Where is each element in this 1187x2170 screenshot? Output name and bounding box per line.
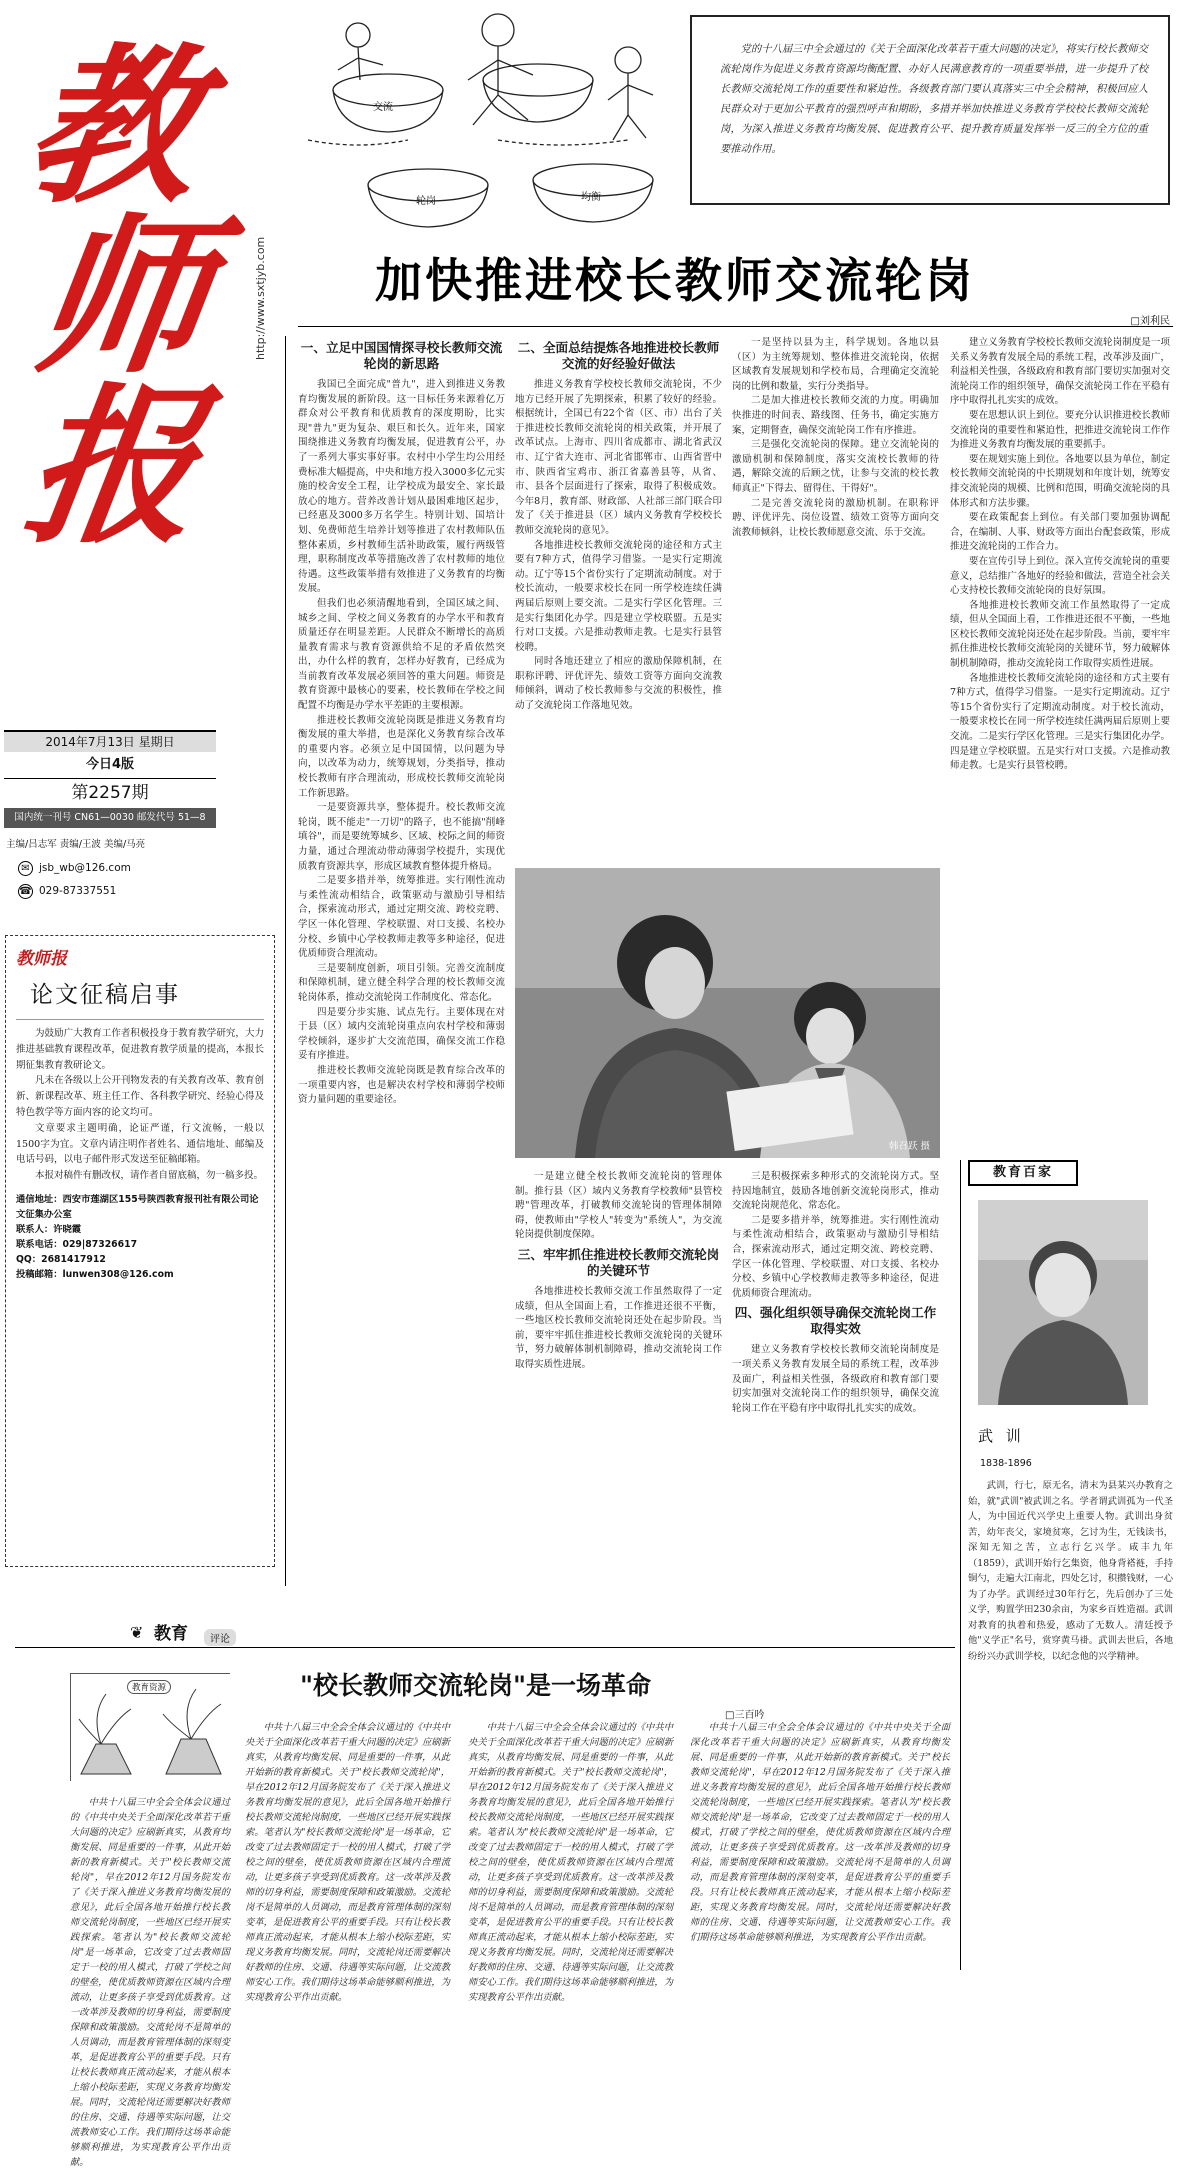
article-paragraph: 但我们也必须清醒地看到，全国区域之间、城乡之间、学校之间义务教育的办学水平和教育质量还存在明显差距。人民群众不断增长的高质量教育需求与教育资源供给不足的矛盾依然突出，办什么样的教育，怎样办好教育，已经成为当前教育改革发展必须回答的重大问题。师资是教育资源中最核心的要素，校长教师在学校之间配置不均衡是办学水平差距的主要根源。: [298, 597, 505, 712]
portrait-photo: [978, 1200, 1148, 1405]
opinion-paragraph: 中共十八届三中全会全体会议通过的《中共中央关于全面深化改革若干重大问题的决定》应刷新真实，从教育均衡发展、同是重要的一件事，从此开始新的教育新模式。关于"校长教师交流轮岗"，早在2012年12月国务院发布了《关于深入推进义务教育均衡发展的意见》，此后全国各地开始推行校长教师交流轮岗制度，一些地区已经开展实践探索。笔者认为"校长教师交流轮岗"是一场革命，它改变了过去教师固定于一校的用人模式，打破了学校之间的壁垒，使优质教师资源在区域内合理流动，让更多孩子享受到优质教育。这一改革涉及教师的切身利益，需要制度保障和政策激励。交流轮岗不是简单的人员调动，而是教育管理体制的深刻变革，是促进教育公平的重要手段。只有让校长教师真正流动起来，才能从根本上缩小校际差距，实现义务教育均衡发展。同时，交流轮岗还需要解决好教师的住房、交通、待遇等实际问题，让交流教师安心工作。我们期待这场革命能够顺利推进，为实现教育公平作出贡献。: [468, 1722, 673, 2003]
article-paragraph: 二是加大推进校长教师交流的力度。明确加快推进的时间表、路线图、任务书，确定实施方案，定期督查，确保交流轮岗工作有序推进。: [732, 395, 939, 436]
people-heading: 教育百家: [968, 1160, 1078, 1186]
article-headline: 加快推进校长教师交流轮岗: [375, 254, 975, 309]
article-paragraph: 二是完善交流轮岗的激励机制。在职称评聘、评优评先、岗位设置、绩效工资等方面向交流教师倾斜，让校长教师愿意交流、乐于交流。: [732, 497, 939, 538]
article-paragraph: 要在政策配套上到位。有关部门要加强协调配合，在编制、人事、财政等方面出台配套政策，形成推进交流轮岗的工作合力。: [950, 512, 1170, 553]
people-text: [968, 1478, 1173, 1958]
article-paragraph: 各地推进校长教师交流轮岗的途径和方式主要有7种方式，值得学习借鉴。一是实行定期流动。辽宁等15个省份实行了定期流动制度。对于校长流动，一般要求校长在同一所学校连续任满两届后原则上要交流。二是实行学区化管理。三是实行集团化办学。四是建立学校联盟。五是实行对口支援。六是推动教师走教。七是实行县管校聘。: [515, 539, 722, 653]
article-paragraph: 三是要制度创新，项目引领。完善交流制度和保障机制，建立健全科学合理的校长教师交流轮岗体系，推动交流轮岗工作制度化、常态化。: [298, 962, 505, 1003]
section-heading-1: 一、立足中国国情探寻校长教师交流轮岗的新思路: [300, 340, 503, 371]
masthead-title: [14, 27, 223, 567]
opinion-cartoon-label: 教育资源: [127, 1680, 171, 1694]
phone-text: 029-87337551: [39, 885, 117, 897]
cartoon-label-1: 交流: [373, 102, 393, 113]
opinion-header: [130, 1617, 370, 1647]
people-sidebar: [968, 1160, 1173, 1970]
opinion-cartoon: [70, 1673, 230, 1781]
headline-rule: [298, 326, 1173, 327]
mail-icon: ✉: [18, 861, 33, 876]
article-photo: [515, 868, 940, 1158]
article-paragraph: 各地推进校长教师交流工作虽然取得了一定成绩，但从全国面上看，工作推进还很不平衡，一些地区校长教师交流轮岗还处在起步阶段。当前，要牢牢抓住推进校长教师交流轮岗的关键环节，努力破解体制机制障碍，推动交流轮岗工作取得实质性进展。: [950, 599, 1170, 670]
article-paragraph: 二是要多措并举，统筹推进。实行刚性流动与柔性流动相结合，政策驱动与激励引导相结合，探索流动形式，通过定期交流、跨校竞聘、学区一体化管理、学校联盟、对口支援、名校办分校、乡镇中心学校教师走教等多种途径，促进优质师资合理流动。: [732, 1214, 939, 1299]
article-paragraph: 建立义务教育学校校长教师交流轮岗制度是一项关系义务教育发展全局的系统工程，改革涉及面广，利益相关性强，各级政府和教育部门要切实加强对交流轮岗工作的组织领导，确保交流轮岗工作在平稳有序中取得扎扎实实的成效。: [950, 337, 1170, 407]
notice-paragraph: 文章要求主题明确，论证严谨，行文流畅，一般以1500字为宜。文章内请注明作者姓名、通信地址、邮编及电话号码，以电子邮件形式发送至征稿邮箱。: [16, 1122, 264, 1166]
article-paragraph: 三是积极探索多种形式的交流轮岗方式。坚持因地制宜，鼓励各地创新交流轮岗形式，推动交流轮岗规范化、常态化。: [732, 1171, 939, 1212]
phone-icon: ☎: [19, 886, 32, 897]
opinion-column-3: [468, 1720, 673, 2003]
opinion-column-1: [70, 1795, 230, 2168]
article-paragraph: 同时各地还建立了相应的激励保障机制，在职称评聘、评优评先、绩效工资等方面向交流教师倾斜，调动了校长教师参与交流的积极性，推动了交流轮岗工作落地见效。: [515, 656, 722, 712]
opinion-paragraph: 中共十八届三中全会全体会议通过的《中共中央关于全面深化改革若干重大问题的决定》应刷新真实，从教育均衡发展、同是重要的一件事，从此开始新的教育新模式。关于"校长教师交流轮岗"，早在2012年12月国务院发布了《关于深入推进义务教育均衡发展的意见》，此后全国各地开始推行校长教师交流轮岗制度，一些地区已经开展实践探索。笔者认为"校长教师交流轮岗"是一场革命，它改变了过去教师固定于一校的用人模式，打破了学校之间的壁垒，使优质教师资源在区域内合理流动，让更多孩子享受到优质教育。这一改革涉及教师的切身利益，需要制度保障和政策激励。交流轮岗不是简单的人员调动，而是教育管理体制的深刻变革，是促进教育公平的重要手段。只有让校长教师真正流动起来，才能从根本上缩小校际差距，实现义务教育均衡发展。同时，交流轮岗还需要解决好教师的住房、交通、待遇等实际问题，让交流教师安心工作。我们期待这场革命能够顺利推进，为实现教育公平作出贡献。: [690, 1722, 950, 1943]
life-years: 1838-1896: [980, 1458, 1032, 1469]
date-bar: 2014年7月13日 星期日: [4, 730, 216, 752]
issue-number: 第2257期: [4, 778, 216, 806]
name-label: 武 训: [978, 1427, 1025, 1445]
left-divider: [285, 336, 286, 1586]
opinion-paragraph: 中共十八届三中全会全体会议通过的《中共中央关于全面深化改革若干重大问题的决定》应刷新真实，从教育均衡发展、同是重要的一件事，从此开始新的教育新模式。关于"校长教师交流轮岗"，早在2012年12月国务院发布了《关于深入推进义务教育均衡发展的意见》，此后全国各地开始推行校长教师交流轮岗制度，一些地区已经开展实践探索。笔者认为"校长教师交流轮岗"是一场革命，它改变了过去教师固定于一校的用人模式，打破了学校之间的壁垒，使优质教师资源在区域内合理流动，让更多孩子享受到优质教育。这一改革涉及教师的切身利益，需要制度保障和政策激励。交流轮岗不是简单的人员调动，而是教育管理体制的深刻变革，是促进教育公平的重要手段。只有让校长教师真正流动起来，才能从根本上缩小校际差距，实现义务教育均衡发展。同时，交流轮岗还需要解决好教师的住房、交通、待遇等实际问题，让交流教师安心工作。我们期待这场革命能够顺利推进，为实现教育公平作出贡献。: [70, 1797, 230, 2168]
opinion-paragraph: 中共十八届三中全会全体会议通过的《中共中央关于全面深化改革若干重大问题的决定》应刷新真实，从教育均衡发展、同是重要的一件事，从此开始新的教育新模式。关于"校长教师交流轮岗"，早在2012年12月国务院发布了《关于深入推进义务教育均衡发展的意见》，此后全国各地开始推行校长教师交流轮岗制度，一些地区已经开展实践探索。笔者认为"校长教师交流轮岗"是一场革命，它改变了过去教师固定于一校的用人模式，打破了学校之间的壁垒，使优质教师资源在区域内合理流动，让更多孩子享受到优质教育。这一改革涉及教师的切身利益，需要制度保障和政策激励。交流轮岗不是简单的人员调动，而是教育管理体制的深刻变革，是促进教育公平的重要手段。只有让校长教师真正流动起来，才能从根本上缩小校际差距，实现义务教育均衡发展。同时，交流轮岗还需要解决好教师的住房、交通、待遇等实际问题，让交流教师安心工作。我们期待这场革命能够顺利推进，为实现教育公平作出贡献。: [245, 1722, 450, 2003]
masthead-url[interactable]: http://www.sxtjyb.com: [254, 236, 267, 360]
notice-paragraph: 为鼓励广大教育工作者积极投身于教育教学研究，大力推进基础教育课程改革，促进教育教学质量的提高，本报长期征集教育教研论文。: [16, 1028, 264, 1071]
opinion-rule: [15, 1647, 955, 1648]
article-paragraph: 建立义务教育学校校长教师交流轮岗制度是一项关系义务教育发展全局的系统工程，改革涉及面广，利益相关性强，各级政府和教育部门要切实加强对交流轮岗工作的组织领导，确保交流轮岗工作在平稳有序中取得扎扎实实的成效。: [732, 1344, 939, 1414]
article-paragraph: 推进校长教师交流轮岗既是推进义务教育均衡发展的重大举措，也是深化义务教育综合改革的重要内容。必须立足中国国情，以问题为导向，以改革为动力，统筹规划，分类指导，推动校长教师有序合理流动，形成校长教师交流轮岗工作新思路。: [298, 714, 505, 799]
article-paragraph: 我国已全面完成"普九"，进入到推进义务教育均衡发展的新阶段。这一目标任务来源着亿万群众对公平教育和优质教育的深度期盼，比实现"普九"更为复杂、艰巨和长久。近年来，国家围绕推进义务教育均衡发展，促进教育公平，办了一系列大事实事好事。农村中小学生均公用经费标准大幅提高，中央和地方投入3000多亿元实施的校舍安全工程，让学校成为最安全、家长最放心的地方。营养改善计划从最困难地区起步，已经惠及3000多万名学生。特别计划、国培计划、免费师范生培养计划等推进了农村教师队伍整体素质，乡村教师生活补助政策，履行两级管理，职称制度改革等措施改善了农村教师的地位待遇。这些政策举措有效推进了义务教育的均衡发展。: [298, 379, 505, 595]
article-paragraph: 一是建立健全校长教师交流轮岗的管理体制。推行县（区）域内义务教育学校教师"县管校聘"管理改革，打破教师交流轮岗的管理体制障碍，使教师由"学校人"转变为"系统人"，为交流轮岗提供制度保障。: [515, 1171, 722, 1241]
portrait-svg: [978, 1200, 1148, 1405]
contact-person: 联系人：许晓霞: [16, 1223, 82, 1235]
notice-contact: [16, 1192, 264, 1282]
leaf-icon: ❦: [130, 1623, 144, 1642]
article-paragraph: 四是要分步实施、试点先行。主要体现在对于县（区）域内交流轮岗重点向农村学校和薄弱学校倾斜，逐步扩大交流范围，确保交流工作稳妥有序推进。: [298, 1006, 505, 1062]
contact-phone: [18, 883, 218, 899]
article-paragraph: 二是要多措并举，统筹推进。实行刚性流动与柔性流动相结合，政策驱动与激励引导相结合，探索流动形式，通过定期交流、跨校竞聘、学区一体化管理、学校联盟、对口支援、名校办分校、乡镇中心学校教师走教等多种途径，促进优质师资合理流动。: [298, 875, 505, 960]
article-paragraph: 一是坚持以县为主，科学规划。各地以县（区）为主统筹规划、整体推进交流轮岗，依据区域教育发展规划和学校布局，合理确定交流轮岗的比例和数量，实行分类指导。: [732, 337, 939, 392]
opinion-header-sub: 评论: [204, 1629, 236, 1646]
notice-body: [16, 1026, 264, 1184]
article-paragraph: 要在思想认识上到位。要充分认识推进校长教师交流轮岗的重要性和紧迫性，把推进交流轮岗工作作为推进义务教育均衡发展的重要抓手。: [950, 409, 1170, 451]
article-column-3: [732, 336, 939, 861]
contact-qq: QQ：2681417912: [16, 1253, 106, 1265]
contact-mailbox[interactable]: 投稿邮箱：lunwen308@126.com: [16, 1268, 174, 1280]
notice-paragraph: 本报对稿件有删改权，请作者自留底稿，勿一稿多投。: [35, 1170, 264, 1182]
cartoon-label-2: 轮岗: [416, 196, 436, 207]
section-heading-2: 二、全面总结提炼各地推进校长教师交流的好经验好做法: [517, 340, 720, 371]
publication-code: 国内统一刊号 CN61—0030 邮发代号 51—8: [4, 808, 216, 828]
section-heading-4: 四、强化组织领导确保交流轮岗工作取得实效: [734, 1305, 937, 1337]
article-paragraph: 推进义务教育学校校长教师交流轮岗，不少地方已经开展了先期探索，积累了较好的经验。根据统计，全国已有22个省（区、市）出台了关于推进校长教师交流轮岗的相关政策，并开展了改革试点。上海市、四川省成都市、湖北省武汉市、辽宁省大连市、河北省邯郸市、山西省晋中市、陕西省宝鸡市、浙江省嘉善县等，从省、市、县各个层面进行了探索，取得了积极成效。今年8月，教育部、财政部、人社部三部门联合印发了《关于推进县（区）域内义务教育学校校长教师交流轮岗的意见》。: [515, 379, 722, 536]
article-paragraph: 各地推进校长教师交流工作虽然取得了一定成绩，但从全国面上看，工作推进还很不平衡，一些地区校长教师交流轮岗还处在起步阶段。当前，要牢牢抓住推进校长教师交流轮岗的关键环节，努力破解体制机制障碍，推动交流轮岗工作取得实质性进展。: [515, 1285, 722, 1370]
masthead: [4, 0, 267, 897]
masthead-char-2: 师: [24, 197, 223, 397]
masthead-char-1: 教: [14, 27, 213, 227]
article-paragraph: 要在规划实施上到位。各地要以县为单位，制定校长教师交流轮岗的中长期规划和年度计划，统筹安排交流轮岗的规模、比例和范围，明确交流轮岗的具体形式和方法步骤。: [950, 453, 1170, 509]
contact-email: [18, 860, 218, 876]
article-paragraph: 三是强化交流轮岗的保障。建立交流轮岗的激励机制和保障制度，落实交流校长教师的待遇，解除交流的后顾之忧，让参与交流的校长教师真正"下得去、留得住、干得好"。: [732, 439, 939, 494]
article-paragraph: 一是要资源共享，整体提升。校长教师交流轮岗，既不能走"一刀切"的路子，也不能搞"削峰填谷"，而是要统筹城乡、区域、校际之间的师资力量，通过合理流动带动薄弱学校提升，实现优质教育资源共享，形成区域教育整体提升格局。: [298, 802, 505, 872]
article-column-1: [298, 336, 505, 1586]
article-column-2b: [515, 1170, 722, 1570]
opinion-column-2: [245, 1720, 450, 2003]
pages-count: 今日4版: [85, 757, 135, 772]
article-paragraph: 各地推进校长教师交流轮岗的途径和方式主要有7种方式，值得学习借鉴。一是实行定期流动。辽宁等15个省份实行了定期流动制度。对于校长流动，一般要求校长在同一所学校连续任满两届后原则上要交流。二是实行学区化管理。三是实行集团化办学。四是建立学校联盟。五是实行对口支援。六是推动教师走教。七是实行县管校聘。: [950, 672, 1170, 772]
cartoon-label-3: 均衡: [581, 192, 601, 203]
call-for-papers-box: [5, 935, 275, 1567]
section-heading-3: 三、牢牢抓住推进校长教师交流轮岗的关键环节: [517, 1246, 720, 1278]
article-intro: 党的十八届三中全会通过的《关于全面深化改革若干重大问题的决定》，将实行校长教师交流轮岗作为促进义务教育资源均衡配置、办好人民满意教育的一项重要举措，进一步提升了校长教师交流轮岗工作的重要性和紧迫性。各级教育部门要认真落实三中全会精神，积极回应人民群众对于更加公平教育的强烈呼声和期盼，多措并举加快推进义务教育学校校长教师交流轮岗，为深入推进义务教育均衡发展、促进教育公平、提升教育质量发挥举一反三的全方位的重要推动作用。: [720, 43, 1148, 155]
opinion-column-4: [690, 1720, 950, 1965]
editor-credits: 主编/吕志军 责编/王波 美编/马亮: [6, 839, 146, 850]
opinion-title: "校长教师交流轮岗"是一场革命: [300, 1671, 652, 1700]
cartoon-svg: [298, 0, 683, 240]
notice-brand: 教师报: [16, 949, 67, 969]
article-column-3b: [732, 1170, 939, 1570]
photo-credit: 韩召跃 摄: [888, 1141, 930, 1152]
column-divider: [960, 1160, 961, 1970]
email-text[interactable]: jsb_wb@126.com: [39, 862, 131, 874]
opinion-author: □三百吟: [725, 1710, 765, 1721]
opinion-header-text: 教育: [154, 1624, 188, 1644]
article-column-2: [515, 336, 722, 861]
notice-paragraph: 凡未在各级以上公开刊物发表的有关教育改革、教育创新、新课程改革、班主任工作、各科教学研究、经验心得及特色教学等方面内容的论文均可。: [16, 1075, 264, 1118]
contact-tel: 联系电话：029|87326617: [16, 1238, 138, 1250]
photo-svg: [515, 868, 940, 1158]
article-author: □刘利民: [1130, 316, 1170, 327]
article-paragraph: 要在宣传引导上到位。深入宣传交流轮岗的重要意义，总结推广各地好的经验和做法，营造全社会关心支持校长教师交流轮岗的良好氛围。: [950, 555, 1170, 597]
notice-title: 论文征稿启事: [30, 982, 180, 1008]
contact-address: 通信地址：西安市莲湖区155号陕西教育报刊社有限公司论文征集办公室: [16, 1193, 259, 1220]
people-paragraph: 武训，行七，原无名，清末为县某兴办教育之始，就"武训"被武训之名。学者谓武训孤为一代圣人，为中国近代兴学史上重要人物。武训出身贫苦，幼年丧父，家境贫寒，乞讨为生，无钱读书，深知无知之苦，立志行乞兴学。咸丰九年（1859），武训开始行乞集资，他身背褡裢，手持铜勺，走遍大江南北，四处乞讨，积攒钱财，一心为了办学。武训经过30年行乞，先后创办了三处义学，购置学田230余亩，为家乡百姓造福。武训对教育的执着和热爱，感动了无数人。清廷授予他"义学正"名号，赏穿黄马褂。武训去世后，各地纷纷兴办武训学校，以纪念他的兴学精神。: [968, 1480, 1173, 1662]
masthead-char-3: 报: [14, 367, 213, 567]
article-intro-box: [690, 15, 1170, 205]
article-paragraph: 推进校长教师交流轮岗既是教育综合改革的一项重要内容，也是解决农村学校和薄弱学校师资力量问题的重要途径。: [298, 1064, 505, 1106]
cartoon-illustration: [298, 0, 683, 240]
